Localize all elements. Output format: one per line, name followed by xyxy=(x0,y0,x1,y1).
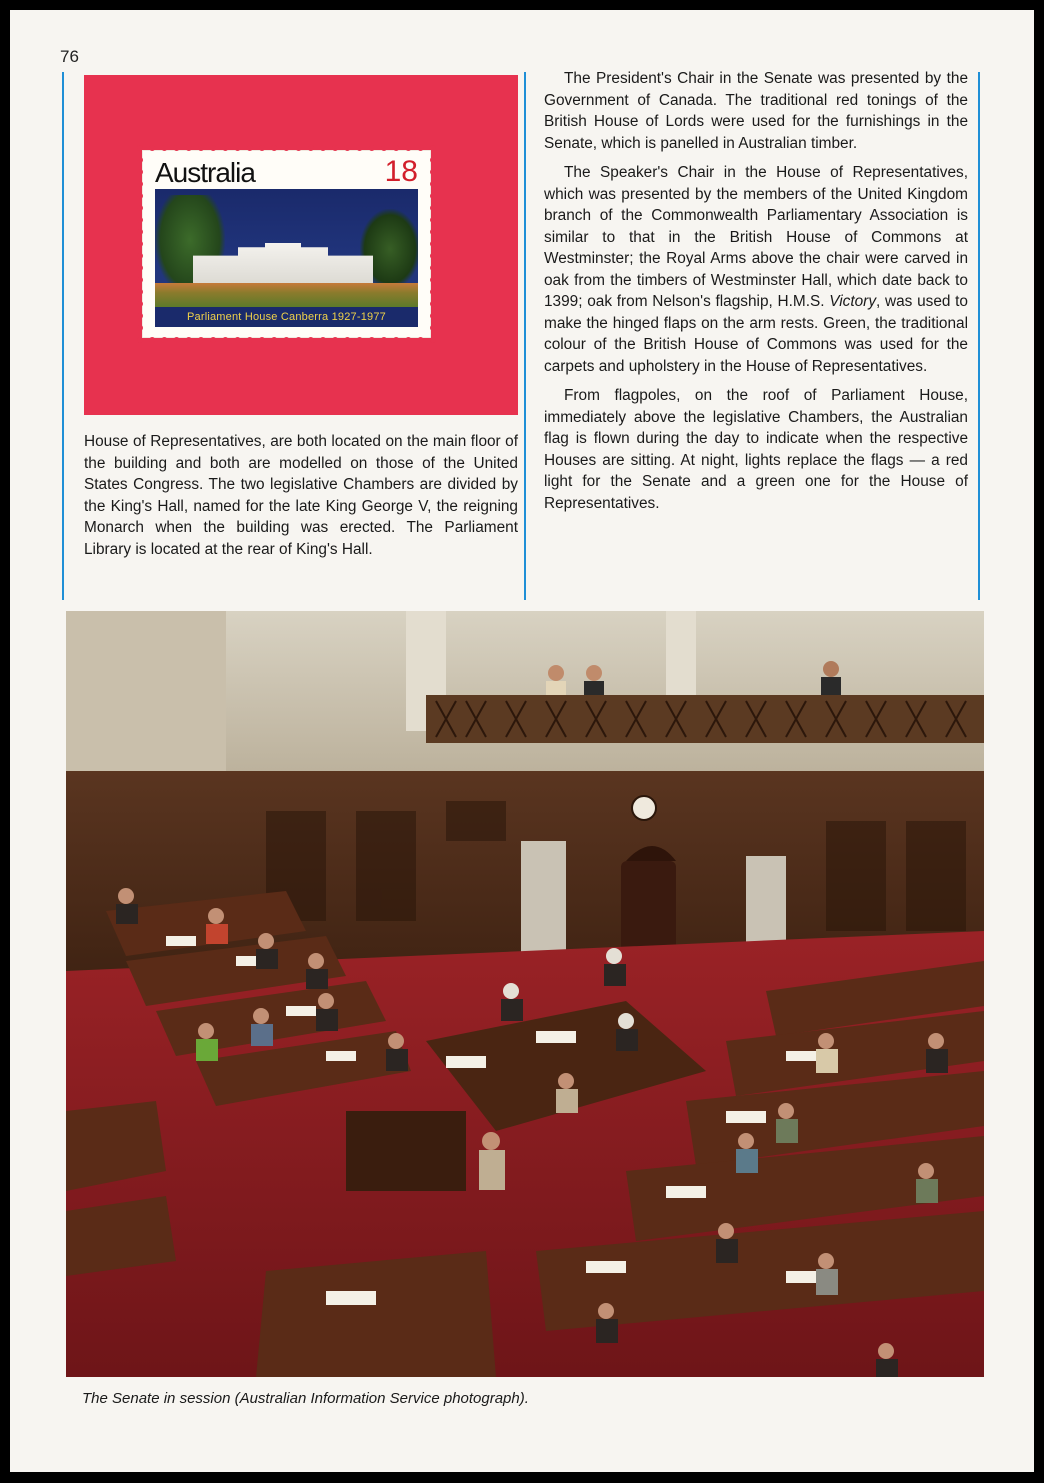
gallery-balustrade xyxy=(426,695,984,743)
page-number: 76 xyxy=(60,47,79,66)
senate-chamber-illustration xyxy=(66,611,984,1377)
ship-name: Victory xyxy=(829,293,877,310)
right-column-text xyxy=(544,68,968,514)
center-column-rule xyxy=(524,72,526,600)
paragraph-flagpoles: From flagpoles, on the roof of Parliament House, immediately above the legislative Chambers, the Australian flag is flown during the day to indicate when the respective Houses are sitting. At night, lights replace the flags — a red light for the Senate and a green one for the House of Representatives. xyxy=(544,387,968,512)
stamp-caption: Parliament House Canberra 1927-1977 xyxy=(155,307,418,327)
page xyxy=(10,10,1034,1472)
left-margin-rule xyxy=(62,72,64,600)
photo-caption: The Senate in session (Australian Information Service photograph). xyxy=(82,1390,529,1407)
stamp-lawn xyxy=(155,283,418,307)
senate-photograph xyxy=(66,611,984,1377)
paragraph-speakers-chair xyxy=(544,162,968,377)
clock xyxy=(632,796,656,820)
stamp-country: Australia xyxy=(155,157,255,188)
speakers-chair-text-a: The Speaker's Chair in the House of Representatives, which was presented by the members of the United Kingdom branch of the Commonwealth Parliamentary Association is similar to that in the British House of Commons at Westminster; the Royal Arms above the chair were carved in oak from the timbers of Westminster Hall, which date back to 1399; oak from Nelson's flagship, H.M.S. xyxy=(544,164,968,310)
postage-stamp xyxy=(143,151,430,337)
right-margin-rule xyxy=(978,72,980,600)
clerks-desk xyxy=(346,1111,466,1191)
stamp-value: 18 xyxy=(384,155,418,188)
speakers-chair-text-b: , was used to make the hinged flaps on the arm rests. Green, the traditional colour of the British House of Commons was used for the carpets and upholstery in the House of Representatives. xyxy=(544,293,968,375)
stamp-illustration xyxy=(155,189,418,327)
paragraph-presidents-chair: The President's Chair in the Senate was presented by the Government of Canada. The traditional red tonings of the British House of Lords were used for the furnishings in the Senate, which is panelled in Australian timber. xyxy=(544,70,968,152)
left-column-text xyxy=(84,431,518,560)
stamp-panel xyxy=(84,75,518,415)
left-paragraph: House of Representatives, are both located on the main floor of the building and both are modelled on those of the United States Congress. The two legislative Chambers are divided by the King's Hall, named for the late King George V, the reigning Monarch when the building was erected. The Parliament Library is located at the rear of King's Hall. xyxy=(84,433,518,558)
